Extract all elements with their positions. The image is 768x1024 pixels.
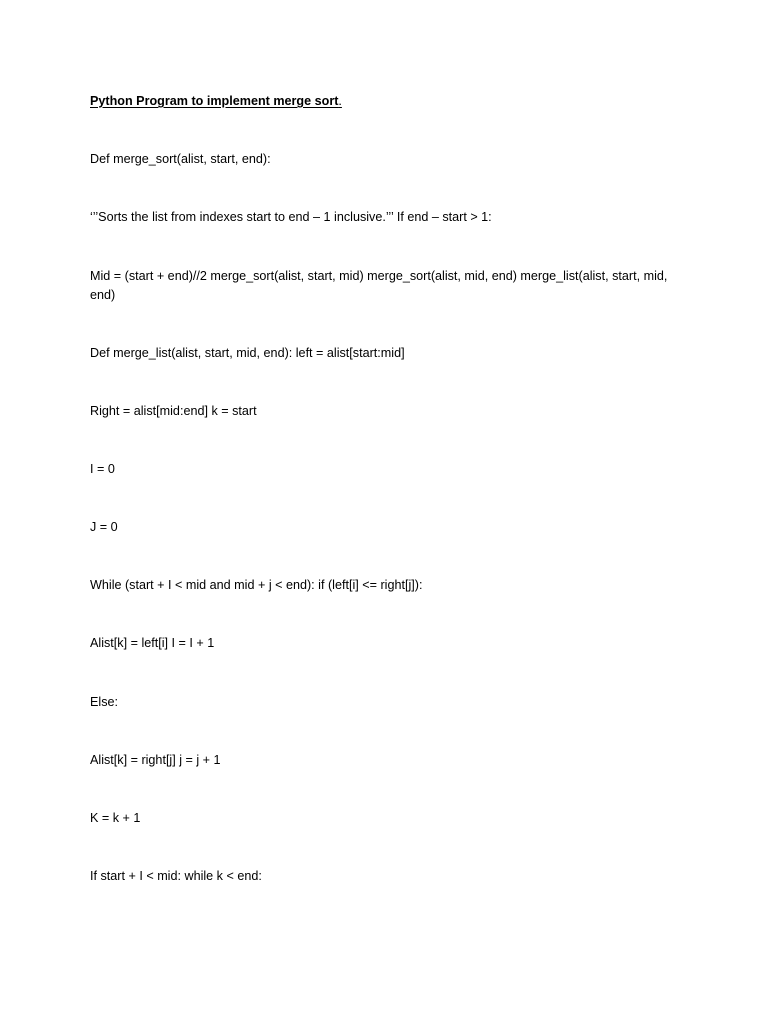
paragraph-if-start: If start + I < mid: while k < end:	[90, 869, 262, 883]
document-title-text: Python Program to implement merge sort	[90, 94, 339, 108]
paragraph-alist-right: Alist[k] = right[j] j = j + 1	[90, 753, 221, 767]
paragraph-i-init: I = 0	[90, 462, 115, 476]
paragraph-else: Else:	[90, 695, 118, 709]
paragraph-j-init: J = 0	[90, 520, 118, 534]
document-title-period: .	[338, 94, 342, 108]
paragraph-alist-left: Alist[k] = left[i] I = I + 1	[90, 636, 215, 650]
paragraph-while-loop: While (start + I < mid and mid + j < end): if (left[i] <= right[j]):	[90, 578, 423, 592]
paragraph-mid-calculation: Mid = (start + end)//2 merge_sort(alist, start, mid) merge_sort(alist, mid, end) merge_list(alist, start, mid, end)	[90, 269, 668, 302]
document-title	[90, 92, 342, 111]
paragraph-def-merge-list: Def merge_list(alist, start, mid, end): left = alist[start:mid]	[90, 346, 405, 360]
paragraph-k-increment: K = k + 1	[90, 811, 141, 825]
paragraph-right-assignment: Right = alist[mid:end] k = start	[90, 404, 257, 418]
paragraph-def-merge-sort: Def merge_sort(alist, start, end):	[90, 152, 271, 166]
paragraph-docstring: ‘’’Sorts the list from indexes start to end – 1 inclusive.’’’ If end – start > 1:	[90, 210, 492, 224]
